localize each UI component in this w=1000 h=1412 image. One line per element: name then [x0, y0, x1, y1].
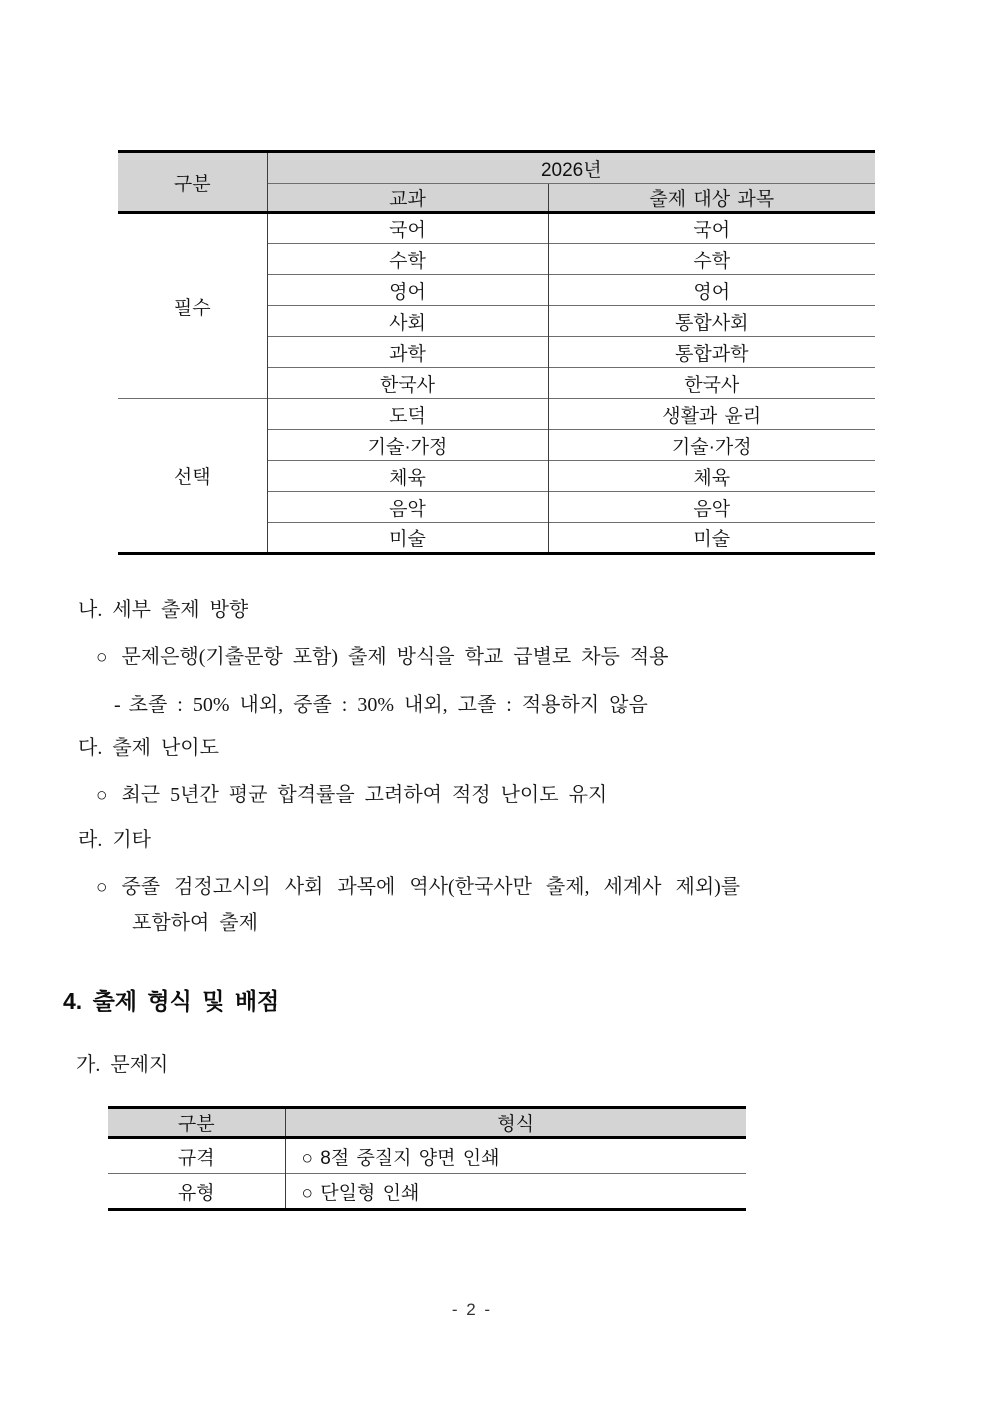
subject-cell: 도덕	[267, 399, 548, 430]
outline-item-continuation: 포함하여 출제	[132, 912, 258, 934]
header-subject: 교과	[267, 184, 548, 213]
group-cell-elective: 선택	[118, 399, 267, 554]
target-cell: 음악	[548, 492, 875, 523]
subject-cell: 음악	[267, 492, 548, 523]
target-cell: 통합사회	[548, 306, 875, 337]
subject-table-header-row-1	[118, 152, 875, 184]
subject-cell: 사회	[267, 306, 548, 337]
subject-cell: 수학	[267, 244, 548, 275]
outline-subitem	[114, 691, 648, 719]
target-cell: 기술·가정	[548, 430, 875, 461]
target-cell: 수학	[548, 244, 875, 275]
format-table	[108, 1106, 746, 1211]
circle-bullet: ○	[96, 647, 108, 668]
target-cell: 통합과학	[548, 337, 875, 368]
outline-heading-ra: 라. 기타	[78, 829, 151, 851]
outline-heading-na: 나. 세부 출제 방향	[78, 599, 249, 621]
target-cell: 미술	[548, 523, 875, 554]
section-subheading-ga: 가. 문제지	[76, 1054, 169, 1076]
format-cell: ○ 8절 중질지 양면 인쇄	[285, 1138, 746, 1174]
subject-cell: 기술·가정	[267, 430, 548, 461]
outline-item	[96, 643, 668, 672]
target-cell: 국어	[548, 213, 875, 244]
subject-cell: 체육	[267, 461, 548, 492]
subject-cell: 미술	[267, 523, 548, 554]
outline-item	[96, 873, 740, 902]
table-row	[118, 399, 875, 430]
header-year: 2026년	[267, 152, 875, 184]
outline-heading-da: 다. 출제 난이도	[78, 737, 219, 759]
section-title: 4. 출제 형식 및 배점	[63, 988, 280, 1014]
outline-subitem-text: 초졸 : 50% 내외, 중졸 : 30% 내외, 고졸 : 적용하지 않음	[128, 694, 648, 716]
group-cell-required: 필수	[118, 213, 267, 399]
format-cell: ○ 단일형 인쇄	[285, 1174, 746, 1210]
circle-bullet: ○	[96, 877, 108, 898]
outline-item-text: 최근 5년간 평균 합격률을 고려하여 적정 난이도 유지	[121, 784, 608, 806]
header-format: 형식	[285, 1108, 746, 1138]
outline-item-text: 문제은행(기출문항 포함) 출제 방식을 학교 급별로 차등 적용	[121, 646, 669, 668]
header-category: 구분	[118, 152, 267, 213]
target-cell: 영어	[548, 275, 875, 306]
category-cell: 유형	[108, 1174, 285, 1210]
outline-item-text: 중졸 검정고시의 사회 과목에 역사(한국사만 출제, 세계사 제외)를	[121, 876, 741, 898]
subject-cell: 영어	[267, 275, 548, 306]
dash-bullet: -	[114, 694, 121, 716]
table-row	[108, 1138, 746, 1174]
subject-table	[118, 150, 875, 555]
table-row	[108, 1174, 746, 1210]
target-cell: 한국사	[548, 368, 875, 399]
outline-item	[96, 781, 607, 810]
page-number: - 2 -	[451, 1300, 493, 1319]
subject-cell: 과학	[267, 337, 548, 368]
format-table-header-row	[108, 1108, 746, 1138]
header-category: 구분	[108, 1108, 285, 1138]
subject-cell: 국어	[267, 213, 548, 244]
circle-bullet: ○	[96, 785, 108, 806]
subject-cell: 한국사	[267, 368, 548, 399]
target-cell: 체육	[548, 461, 875, 492]
table-row	[118, 213, 875, 244]
target-cell: 생활과 윤리	[548, 399, 875, 430]
header-target: 출제 대상 과목	[548, 184, 875, 213]
category-cell: 규격	[108, 1138, 285, 1174]
